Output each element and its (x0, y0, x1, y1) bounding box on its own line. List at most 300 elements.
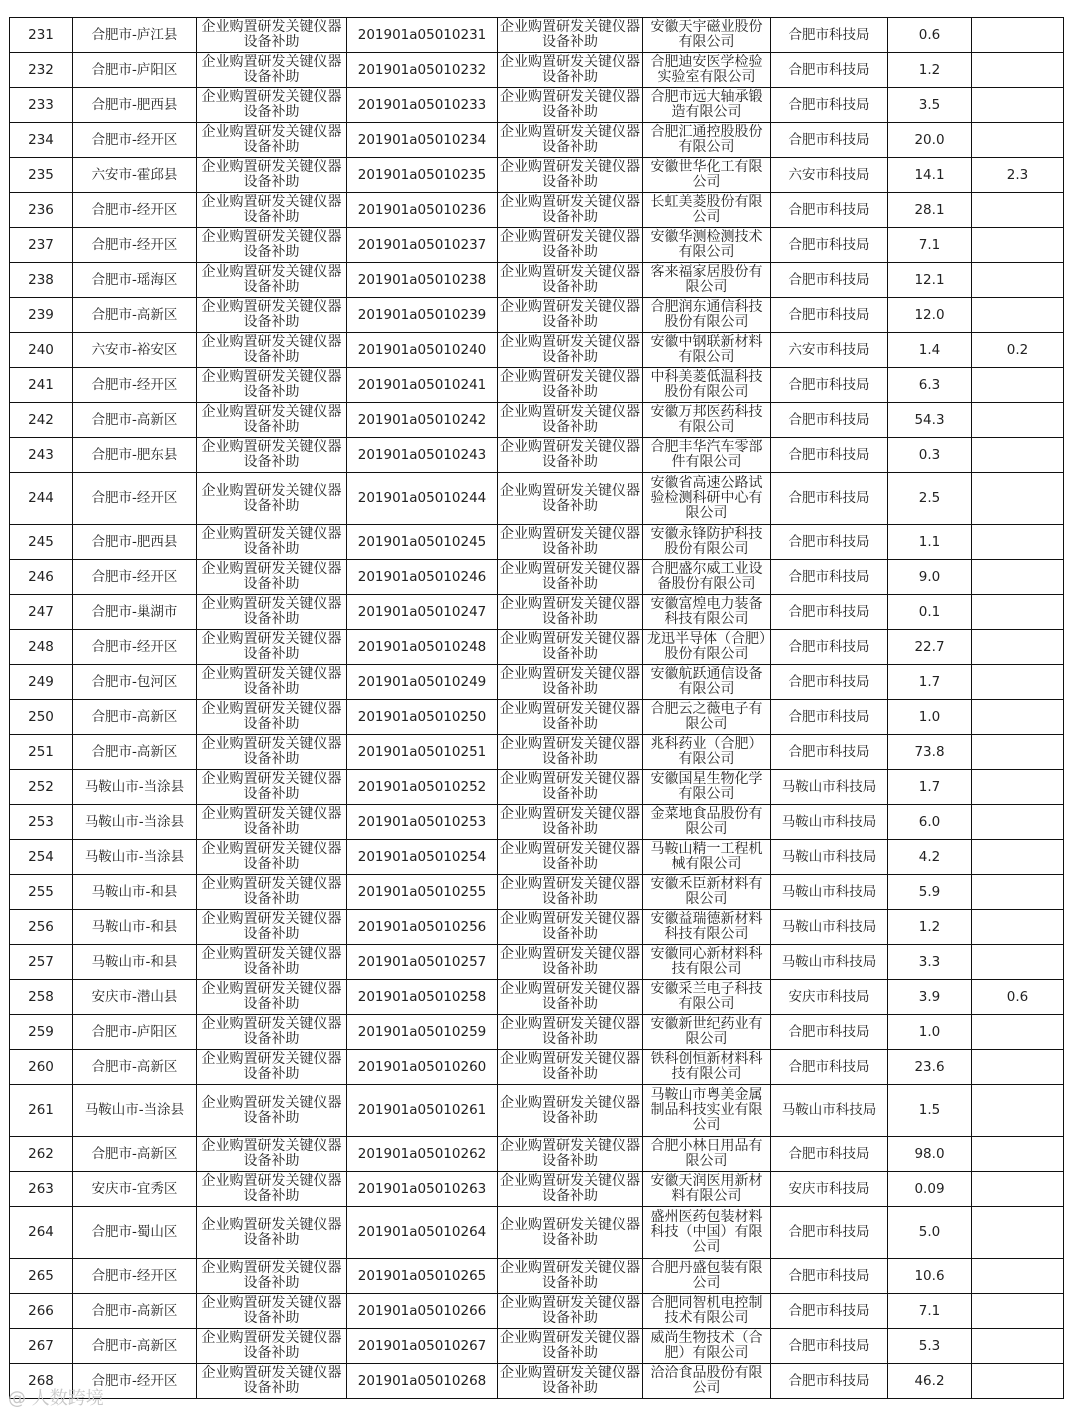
cell-extra (972, 805, 1064, 840)
table-row (10, 473, 1064, 525)
cell-region: 合肥市-经开区 (73, 630, 197, 665)
cell-code: 201901a05010243 (347, 438, 498, 473)
cell-region: 安庆市-宜秀区 (73, 1172, 197, 1207)
cell-amount: 54.3 (888, 403, 972, 438)
table-row (10, 263, 1064, 298)
cell-extra: 2.3 (972, 158, 1064, 193)
cell-type: 企业购置研发关键仪器设备补助 (498, 1259, 643, 1294)
cell-region: 合肥市-庐阳区 (73, 1015, 197, 1050)
cell-region: 合肥市-庐阳区 (73, 53, 197, 88)
cell-amount: 5.0 (888, 1207, 972, 1259)
cell-region: 合肥市-高新区 (73, 700, 197, 735)
cell-company: 安徽益瑞德新材料科技有限公司 (643, 910, 771, 945)
cell-company: 盛州医药包装材料科技（中国）有限公司 (643, 1207, 771, 1259)
table-row (10, 560, 1064, 595)
cell-region: 六安市-霍邱县 (73, 158, 197, 193)
cell-item: 企业购置研发关键仪器设备补助 (197, 1329, 347, 1364)
cell-dept: 合肥市科技局 (771, 193, 888, 228)
cell-no: 264 (10, 1207, 73, 1259)
cell-dept: 合肥市科技局 (771, 18, 888, 53)
cell-no: 247 (10, 595, 73, 630)
cell-type: 企业购置研发关键仪器设备补助 (498, 630, 643, 665)
cell-code: 201901a05010236 (347, 193, 498, 228)
table-row (10, 945, 1064, 980)
cell-type: 企业购置研发关键仪器设备补助 (498, 368, 643, 403)
cell-region: 合肥市-高新区 (73, 735, 197, 770)
cell-no: 262 (10, 1137, 73, 1172)
cell-item: 企业购置研发关键仪器设备补助 (197, 1085, 347, 1137)
table-row (10, 333, 1064, 368)
cell-extra (972, 875, 1064, 910)
cell-company: 安徽世华化工有限公司 (643, 158, 771, 193)
cell-type: 企业购置研发关键仪器设备补助 (498, 123, 643, 158)
cell-no: 233 (10, 88, 73, 123)
cell-item: 企业购置研发关键仪器设备补助 (197, 910, 347, 945)
cell-code: 201901a05010248 (347, 630, 498, 665)
cell-type: 企业购置研发关键仪器设备补助 (498, 53, 643, 88)
cell-type: 企业购置研发关键仪器设备补助 (498, 700, 643, 735)
cell-amount: 28.1 (888, 193, 972, 228)
cell-company: 合肥云之薇电子有限公司 (643, 700, 771, 735)
cell-no: 237 (10, 228, 73, 263)
cell-dept: 合肥市科技局 (771, 1364, 888, 1399)
table-row (10, 123, 1064, 158)
cell-amount: 1.2 (888, 53, 972, 88)
cell-dept: 合肥市科技局 (771, 1015, 888, 1050)
table-row (10, 228, 1064, 263)
cell-extra: 0.2 (972, 333, 1064, 368)
cell-no: 250 (10, 700, 73, 735)
cell-item: 企业购置研发关键仪器设备补助 (197, 770, 347, 805)
cell-item: 企业购置研发关键仪器设备补助 (197, 263, 347, 298)
cell-code: 201901a05010262 (347, 1137, 498, 1172)
cell-region: 合肥市-经开区 (73, 368, 197, 403)
cell-type: 企业购置研发关键仪器设备补助 (498, 1294, 643, 1329)
cell-company: 威尚生物技术（合肥）有限公司 (643, 1329, 771, 1364)
cell-type: 企业购置研发关键仪器设备补助 (498, 1015, 643, 1050)
cell-dept: 马鞍山市科技局 (771, 945, 888, 980)
table-row (10, 910, 1064, 945)
cell-dept: 合肥市科技局 (771, 1207, 888, 1259)
table-row (10, 1015, 1064, 1050)
cell-region: 合肥市-经开区 (73, 1259, 197, 1294)
cell-region: 安庆市-潜山县 (73, 980, 197, 1015)
cell-amount: 1.4 (888, 333, 972, 368)
cell-region: 合肥市-肥西县 (73, 525, 197, 560)
cell-code: 201901a05010244 (347, 473, 498, 525)
cell-dept: 合肥市科技局 (771, 735, 888, 770)
cell-company: 安徽华测检测技术有限公司 (643, 228, 771, 263)
cell-extra (972, 735, 1064, 770)
cell-type: 企业购置研发关键仪器设备补助 (498, 18, 643, 53)
cell-extra (972, 1329, 1064, 1364)
table-row (10, 665, 1064, 700)
cell-code: 201901a05010234 (347, 123, 498, 158)
cell-amount: 7.1 (888, 228, 972, 263)
cell-type: 企业购置研发关键仪器设备补助 (498, 1050, 643, 1085)
cell-dept: 合肥市科技局 (771, 1329, 888, 1364)
cell-item: 企业购置研发关键仪器设备补助 (197, 403, 347, 438)
cell-extra (972, 1137, 1064, 1172)
cell-amount: 1.0 (888, 1015, 972, 1050)
cell-code: 201901a05010247 (347, 595, 498, 630)
cell-company: 合肥丹盛包装有限公司 (643, 1259, 771, 1294)
cell-no: 266 (10, 1294, 73, 1329)
table-row (10, 1329, 1064, 1364)
cell-code: 201901a05010233 (347, 88, 498, 123)
cell-item: 企业购置研发关键仪器设备补助 (197, 1259, 347, 1294)
cell-no: 263 (10, 1172, 73, 1207)
cell-item: 企业购置研发关键仪器设备补助 (197, 123, 347, 158)
cell-company: 合肥盛尔威工业设备股份有限公司 (643, 560, 771, 595)
cell-code: 201901a05010260 (347, 1050, 498, 1085)
cell-company: 合肥市远大轴承锻造有限公司 (643, 88, 771, 123)
table-row (10, 525, 1064, 560)
cell-amount: 12.1 (888, 263, 972, 298)
cell-extra (972, 910, 1064, 945)
cell-amount: 3.9 (888, 980, 972, 1015)
cell-type: 企业购置研发关键仪器设备补助 (498, 980, 643, 1015)
cell-company: 安徽同心新材料科技有限公司 (643, 945, 771, 980)
cell-amount: 1.7 (888, 770, 972, 805)
cell-extra (972, 18, 1064, 53)
cell-company: 合肥汇通控股股份有限公司 (643, 123, 771, 158)
cell-company: 洽洽食品股份有限公司 (643, 1364, 771, 1399)
cell-code: 201901a05010254 (347, 840, 498, 875)
cell-code: 201901a05010241 (347, 368, 498, 403)
cell-code: 201901a05010245 (347, 525, 498, 560)
cell-region: 合肥市-经开区 (73, 1364, 197, 1399)
table-row (10, 1259, 1064, 1294)
cell-region: 马鞍山市-和县 (73, 875, 197, 910)
cell-company: 客来福家居股份有限公司 (643, 263, 771, 298)
table-row (10, 700, 1064, 735)
cell-no: 238 (10, 263, 73, 298)
cell-type: 企业购置研发关键仪器设备补助 (498, 525, 643, 560)
cell-type: 企业购置研发关键仪器设备补助 (498, 1207, 643, 1259)
cell-region: 合肥市-包河区 (73, 665, 197, 700)
table-row (10, 1207, 1064, 1259)
cell-code: 201901a05010259 (347, 1015, 498, 1050)
cell-company: 合肥丰华汽车零部件有限公司 (643, 438, 771, 473)
cell-extra (972, 228, 1064, 263)
cell-company: 合肥润东通信科技股份有限公司 (643, 298, 771, 333)
cell-amount: 0.1 (888, 595, 972, 630)
cell-code: 201901a05010235 (347, 158, 498, 193)
cell-no: 249 (10, 665, 73, 700)
cell-item: 企业购置研发关键仪器设备补助 (197, 560, 347, 595)
cell-code: 201901a05010239 (347, 298, 498, 333)
cell-dept: 合肥市科技局 (771, 88, 888, 123)
cell-type: 企业购置研发关键仪器设备补助 (498, 403, 643, 438)
cell-item: 企业购置研发关键仪器设备补助 (197, 158, 347, 193)
cell-item: 企业购置研发关键仪器设备补助 (197, 228, 347, 263)
cell-region: 合肥市-经开区 (73, 560, 197, 595)
cell-type: 企业购置研发关键仪器设备补助 (498, 333, 643, 368)
cell-item: 企业购置研发关键仪器设备补助 (197, 368, 347, 403)
cell-amount: 7.1 (888, 1294, 972, 1329)
cell-item: 企业购置研发关键仪器设备补助 (197, 735, 347, 770)
cell-no: 239 (10, 298, 73, 333)
cell-amount: 14.1 (888, 158, 972, 193)
cell-code: 201901a05010237 (347, 228, 498, 263)
cell-region: 合肥市-经开区 (73, 123, 197, 158)
cell-region: 合肥市-瑶海区 (73, 263, 197, 298)
cell-company: 安徽禾臣新材料有限公司 (643, 875, 771, 910)
cell-dept: 合肥市科技局 (771, 473, 888, 525)
cell-code: 201901a05010252 (347, 770, 498, 805)
cell-code: 201901a05010257 (347, 945, 498, 980)
cell-code: 201901a05010255 (347, 875, 498, 910)
cell-dept: 马鞍山市科技局 (771, 840, 888, 875)
cell-amount: 6.3 (888, 368, 972, 403)
subsidy-table (9, 17, 1064, 1399)
cell-type: 企业购置研发关键仪器设备补助 (498, 88, 643, 123)
cell-amount: 1.7 (888, 665, 972, 700)
cell-type: 企业购置研发关键仪器设备补助 (498, 473, 643, 525)
cell-code: 201901a05010249 (347, 665, 498, 700)
cell-company: 安徽航跃通信设备有限公司 (643, 665, 771, 700)
cell-amount: 1.1 (888, 525, 972, 560)
cell-code: 201901a05010253 (347, 805, 498, 840)
cell-type: 企业购置研发关键仪器设备补助 (498, 263, 643, 298)
cell-extra (972, 368, 1064, 403)
cell-region: 合肥市-蜀山区 (73, 1207, 197, 1259)
cell-extra: 0.6 (972, 980, 1064, 1015)
cell-extra (972, 1259, 1064, 1294)
table-row (10, 368, 1064, 403)
cell-company: 安徽天润医用新材料有限公司 (643, 1172, 771, 1207)
cell-no: 257 (10, 945, 73, 980)
cell-region: 合肥市-肥东县 (73, 438, 197, 473)
cell-company: 中科美菱低温科技股份有限公司 (643, 368, 771, 403)
cell-no: 256 (10, 910, 73, 945)
table-row (10, 630, 1064, 665)
watermark: @ 人数跨境 (8, 1388, 104, 1409)
cell-type: 企业购置研发关键仪器设备补助 (498, 158, 643, 193)
cell-amount: 2.5 (888, 473, 972, 525)
cell-dept: 合肥市科技局 (771, 53, 888, 88)
cell-dept: 合肥市科技局 (771, 595, 888, 630)
cell-amount: 23.6 (888, 1050, 972, 1085)
cell-dept: 六安市科技局 (771, 158, 888, 193)
cell-extra (972, 1085, 1064, 1137)
cell-region: 合肥市-经开区 (73, 473, 197, 525)
cell-dept: 马鞍山市科技局 (771, 875, 888, 910)
table-row (10, 735, 1064, 770)
cell-no: 241 (10, 368, 73, 403)
cell-region: 马鞍山市-和县 (73, 945, 197, 980)
cell-dept: 合肥市科技局 (771, 560, 888, 595)
cell-amount: 98.0 (888, 1137, 972, 1172)
cell-dept: 安庆市科技局 (771, 980, 888, 1015)
cell-no: 232 (10, 53, 73, 88)
cell-type: 企业购置研发关键仪器设备补助 (498, 945, 643, 980)
cell-company: 金菜地食品股份有限公司 (643, 805, 771, 840)
cell-extra (972, 700, 1064, 735)
cell-dept: 合肥市科技局 (771, 403, 888, 438)
cell-type: 企业购置研发关键仪器设备补助 (498, 560, 643, 595)
cell-no: 254 (10, 840, 73, 875)
cell-type: 企业购置研发关键仪器设备补助 (498, 665, 643, 700)
cell-extra (972, 123, 1064, 158)
cell-code: 201901a05010242 (347, 403, 498, 438)
cell-item: 企业购置研发关键仪器设备补助 (197, 438, 347, 473)
cell-type: 企业购置研发关键仪器设备补助 (498, 1137, 643, 1172)
cell-no: 235 (10, 158, 73, 193)
cell-type: 企业购置研发关键仪器设备补助 (498, 193, 643, 228)
cell-code: 201901a05010264 (347, 1207, 498, 1259)
cell-item: 企业购置研发关键仪器设备补助 (197, 875, 347, 910)
cell-region: 合肥市-高新区 (73, 1329, 197, 1364)
cell-item: 企业购置研发关键仪器设备补助 (197, 700, 347, 735)
cell-extra (972, 945, 1064, 980)
cell-no: 244 (10, 473, 73, 525)
table-row (10, 1172, 1064, 1207)
cell-extra (972, 88, 1064, 123)
cell-item: 企业购置研发关键仪器设备补助 (197, 333, 347, 368)
table-row (10, 980, 1064, 1015)
cell-type: 企业购置研发关键仪器设备补助 (498, 595, 643, 630)
cell-dept: 合肥市科技局 (771, 1137, 888, 1172)
cell-item: 企业购置研发关键仪器设备补助 (197, 805, 347, 840)
cell-item: 企业购置研发关键仪器设备补助 (197, 1294, 347, 1329)
cell-region: 合肥市-经开区 (73, 193, 197, 228)
cell-company: 龙迅半导体（合肥）股份有限公司 (643, 630, 771, 665)
cell-dept: 马鞍山市科技局 (771, 910, 888, 945)
cell-region: 马鞍山市-当涂县 (73, 805, 197, 840)
cell-amount: 1.5 (888, 1085, 972, 1137)
cell-code: 201901a05010267 (347, 1329, 498, 1364)
cell-region: 马鞍山市-当涂县 (73, 770, 197, 805)
table-row (10, 193, 1064, 228)
cell-item: 企业购置研发关键仪器设备补助 (197, 840, 347, 875)
cell-dept: 合肥市科技局 (771, 700, 888, 735)
cell-code: 201901a05010261 (347, 1085, 498, 1137)
cell-region: 合肥市-高新区 (73, 1137, 197, 1172)
cell-type: 企业购置研发关键仪器设备补助 (498, 840, 643, 875)
cell-region: 六安市-裕安区 (73, 333, 197, 368)
cell-region: 合肥市-肥西县 (73, 88, 197, 123)
cell-amount: 12.0 (888, 298, 972, 333)
cell-code: 201901a05010251 (347, 735, 498, 770)
cell-extra (972, 438, 1064, 473)
cell-no: 255 (10, 875, 73, 910)
cell-region: 马鞍山市-当涂县 (73, 1085, 197, 1137)
cell-code: 201901a05010232 (347, 53, 498, 88)
cell-code: 201901a05010268 (347, 1364, 498, 1399)
cell-extra (972, 630, 1064, 665)
cell-code: 201901a05010238 (347, 263, 498, 298)
cell-amount: 5.9 (888, 875, 972, 910)
cell-amount: 10.6 (888, 1259, 972, 1294)
table-row (10, 1050, 1064, 1085)
cell-no: 231 (10, 18, 73, 53)
cell-code: 201901a05010258 (347, 980, 498, 1015)
cell-dept: 合肥市科技局 (771, 368, 888, 403)
cell-no: 246 (10, 560, 73, 595)
cell-amount: 20.0 (888, 123, 972, 158)
cell-no: 251 (10, 735, 73, 770)
cell-code: 201901a05010250 (347, 700, 498, 735)
cell-company: 马鞍山市粤美金属制品科技实业有限公司 (643, 1085, 771, 1137)
cell-dept: 合肥市科技局 (771, 630, 888, 665)
cell-no: 240 (10, 333, 73, 368)
cell-type: 企业购置研发关键仪器设备补助 (498, 910, 643, 945)
cell-type: 企业购置研发关键仪器设备补助 (498, 438, 643, 473)
cell-item: 企业购置研发关键仪器设备补助 (197, 53, 347, 88)
cell-dept: 合肥市科技局 (771, 665, 888, 700)
cell-item: 企业购置研发关键仪器设备补助 (197, 298, 347, 333)
cell-amount: 22.7 (888, 630, 972, 665)
cell-item: 企业购置研发关键仪器设备补助 (197, 1050, 347, 1085)
cell-dept: 六安市科技局 (771, 333, 888, 368)
cell-dept: 马鞍山市科技局 (771, 1085, 888, 1137)
cell-amount: 0.3 (888, 438, 972, 473)
cell-amount: 0.09 (888, 1172, 972, 1207)
cell-company: 安徽新世纪药业有限公司 (643, 1015, 771, 1050)
cell-code: 201901a05010246 (347, 560, 498, 595)
cell-company: 安徽天宇磁业股份有限公司 (643, 18, 771, 53)
cell-dept: 合肥市科技局 (771, 1050, 888, 1085)
cell-item: 企业购置研发关键仪器设备补助 (197, 88, 347, 123)
cell-extra (972, 525, 1064, 560)
cell-company: 安徽万邦医药科技有限公司 (643, 403, 771, 438)
cell-company: 安徽省高速公路试验检测科研中心有限公司 (643, 473, 771, 525)
cell-region: 合肥市-高新区 (73, 298, 197, 333)
cell-no: 260 (10, 1050, 73, 1085)
cell-region: 马鞍山市-和县 (73, 910, 197, 945)
table-row (10, 403, 1064, 438)
cell-region: 合肥市-高新区 (73, 1294, 197, 1329)
cell-no: 234 (10, 123, 73, 158)
table-body (10, 18, 1064, 1399)
cell-extra (972, 1015, 1064, 1050)
cell-region: 合肥市-高新区 (73, 1050, 197, 1085)
cell-amount: 9.0 (888, 560, 972, 595)
cell-no: 265 (10, 1259, 73, 1294)
cell-amount: 1.0 (888, 700, 972, 735)
cell-code: 201901a05010266 (347, 1294, 498, 1329)
cell-no: 245 (10, 525, 73, 560)
cell-type: 企业购置研发关键仪器设备补助 (498, 875, 643, 910)
cell-amount: 0.6 (888, 18, 972, 53)
cell-item: 企业购置研发关键仪器设备补助 (197, 473, 347, 525)
cell-amount: 3.3 (888, 945, 972, 980)
cell-extra (972, 1207, 1064, 1259)
cell-item: 企业购置研发关键仪器设备补助 (197, 1015, 347, 1050)
cell-extra (972, 595, 1064, 630)
cell-region: 合肥市-巢湖市 (73, 595, 197, 630)
cell-item: 企业购置研发关键仪器设备补助 (197, 1137, 347, 1172)
table-row (10, 88, 1064, 123)
cell-company: 马鞍山精一工程机械有限公司 (643, 840, 771, 875)
cell-dept: 合肥市科技局 (771, 228, 888, 263)
cell-dept: 合肥市科技局 (771, 263, 888, 298)
cell-region: 合肥市-经开区 (73, 228, 197, 263)
cell-type: 企业购置研发关键仪器设备补助 (498, 1329, 643, 1364)
cell-extra (972, 53, 1064, 88)
cell-item: 企业购置研发关键仪器设备补助 (197, 1207, 347, 1259)
cell-company: 铁科创恒新材料科技有限公司 (643, 1050, 771, 1085)
cell-company: 合肥迪安医学检验实验室有限公司 (643, 53, 771, 88)
table-row (10, 770, 1064, 805)
cell-type: 企业购置研发关键仪器设备补助 (498, 298, 643, 333)
cell-extra (972, 1364, 1064, 1399)
cell-region: 合肥市-庐江县 (73, 18, 197, 53)
cell-extra (972, 770, 1064, 805)
cell-type: 企业购置研发关键仪器设备补助 (498, 1364, 643, 1399)
